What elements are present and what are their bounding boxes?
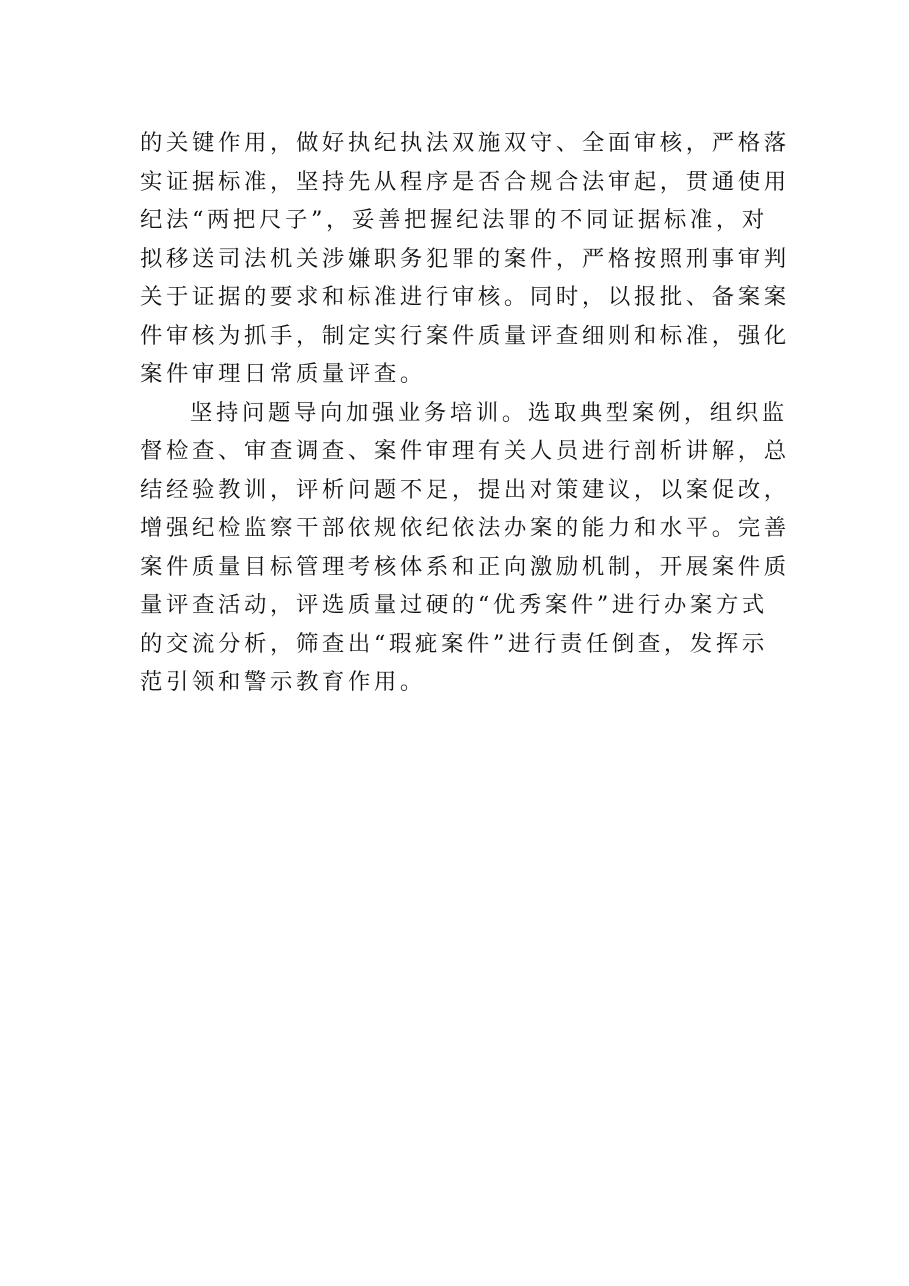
text-line: 的关键作用，做好执纪执法双施双守、全面审核，严格落: [140, 130, 790, 156]
paragraph-1: [140, 124, 790, 394]
text-line: 坚持问题导向加强业务培训。选取典型案例，组织监: [190, 399, 788, 426]
text-line: 关于证据的要求和标准进行审核。同时，以报批、备案案: [140, 284, 790, 310]
text-line: 结经验教训，评析问题不足，提出对策建议，以案促改，: [140, 476, 790, 503]
text-line: 件审核为抓手，制定实行案件质量评查细则和标准，强化: [140, 322, 790, 349]
text-line: 实证据标准，坚持先从程序是否合规合法审起，贯通使用: [140, 168, 790, 195]
text-line: 范引领和警示教育作用。: [140, 669, 426, 695]
text-line: 的交流分析，筛查出“瑕疵案件”进行责任倒查，发挥示: [140, 630, 768, 657]
text-line: 案件审理日常质量评查。: [140, 361, 426, 387]
text-line: 案件质量目标管理考核体系和正向激励机制，开展案件质: [140, 553, 790, 580]
text-line: 量评查活动，评选质量过硬的“优秀案件”进行办案方式: [140, 592, 768, 618]
paragraph-2: [140, 394, 790, 702]
text-line: 拟移送司法机关涉嫌职务犯罪的案件，严格按照刑事审判: [140, 245, 790, 272]
text-line: 增强纪检监察干部依规依纪依法办案的能力和水平。完善: [140, 515, 790, 541]
text-line: 纪法“两把尺子”，妥善把握纪法罪的不同证据标准，对: [140, 207, 768, 233]
document-body: [140, 124, 790, 702]
text-line: 督检查、审查调查、案件审理有关人员进行剖析讲解，总: [140, 438, 790, 464]
